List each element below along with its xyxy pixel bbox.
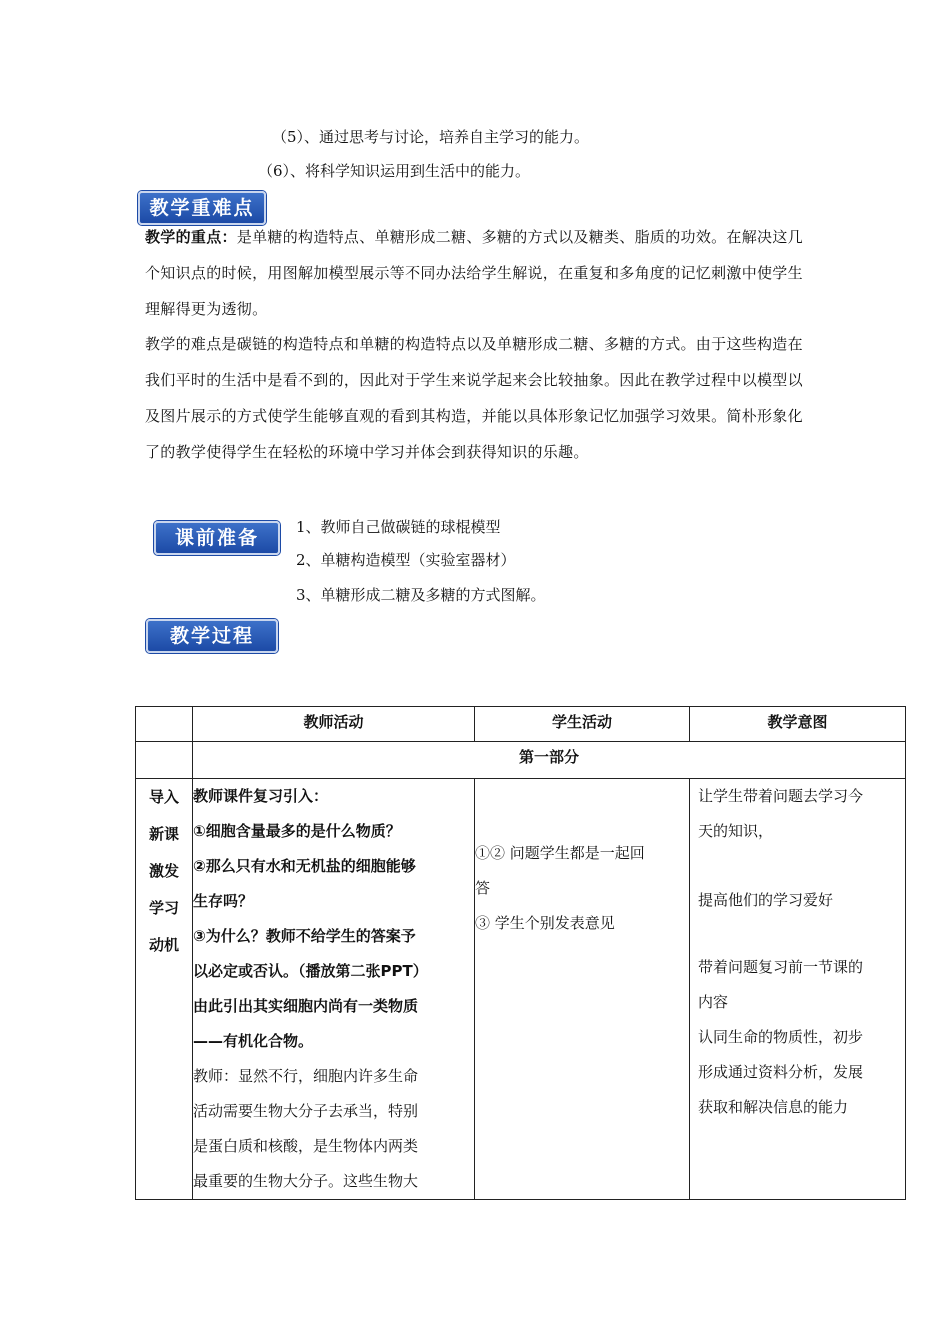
student-cell <box>475 779 690 1200</box>
intent-line: 形成通过资料分析，发展 <box>698 1063 864 1081</box>
preparation-badge: 课前准备 <box>154 521 280 555</box>
preparation-item-3: 3、单糖形成二糖及多糖的方式图解。 <box>296 586 546 604</box>
intent-line: 认同生命的物质性，初步 <box>698 1028 864 1046</box>
intent-spacer <box>698 849 905 883</box>
teacher-line: ①细胞含量最多的是什么物质？ <box>193 822 401 840</box>
preparation-item-1: 1、教师自己做碳链的球棍模型 <box>296 518 501 536</box>
objective-6: （6）、将科学知识运用到生活中的能力。 <box>258 162 531 180</box>
stage-line: 新课 <box>148 825 179 843</box>
student-line: 答 <box>475 879 491 897</box>
section-blank <box>136 742 193 779</box>
header-intent: 教学意图 <box>690 707 906 742</box>
key-focus-paragraph <box>145 219 810 327</box>
intent-cell <box>690 779 906 1200</box>
intent-line: 让学生带着问题去学习今 <box>698 787 864 805</box>
intent-spacer <box>698 918 905 950</box>
intent-line: 天的知识， <box>698 822 774 840</box>
teacher-line: 是蛋白质和核酸，是生物体内两类 <box>193 1137 419 1155</box>
teacher-cell <box>193 779 475 1200</box>
teacher-line: ——有机化合物。 <box>193 1032 314 1050</box>
header-row <box>136 707 906 742</box>
teacher-line: 生存吗？ <box>193 892 254 910</box>
header-blank <box>136 707 193 742</box>
section-row <box>136 742 906 779</box>
intent-line: 获取和解决信息的能力 <box>698 1098 849 1116</box>
student-line: ③ 学生个别发表意见 <box>475 914 615 932</box>
key-points-badge: 教学重难点 <box>138 191 266 225</box>
difficulty-paragraph: 教学的难点是碳链的构造特点和单糖的构造特点以及单糖形成二糖、多糖的方式。由于这些构造在我们平时的生活中是看不到的，因此对于学生来说学起来会比较抽象。因此在教学过程中以模型以及图片展示的方式使学生能够直观的看到其构造，并能以具体形象记忆加强学习效果。简朴形象化了的教学使得学生在轻松的环境中学习并体会到获得知识的乐趣。 <box>145 335 803 461</box>
stage-line: 导入 <box>148 788 179 806</box>
section-title: 第一部分 <box>193 742 906 779</box>
intent-line: 带着问题复习前一节课的 <box>698 958 864 976</box>
content-row <box>136 779 906 1200</box>
teacher-line: ②那么只有水和无机盐的细胞能够 <box>193 857 416 875</box>
student-line: ①② 问题学生都是一起回 <box>475 844 645 862</box>
intent-line: 内容 <box>698 993 729 1011</box>
teacher-line: 以必定或否认。（播放第二张PPT） <box>193 962 428 980</box>
stage-line: 动机 <box>148 936 179 954</box>
process-badge: 教学过程 <box>146 619 278 653</box>
stage-line: 学习 <box>148 899 179 917</box>
key-focus-label: 教学的重点： <box>145 228 237 246</box>
intent-line: 提高他们的学习爱好 <box>698 891 834 909</box>
header-teacher: 教师活动 <box>193 707 475 742</box>
teacher-line: 教师：显然不行，细胞内许多生命 <box>193 1067 419 1085</box>
teacher-line: 教师课件复习引入： <box>193 787 329 805</box>
stage-cell <box>136 779 193 1200</box>
teacher-line: 最重要的生物大分子。这些生物大 <box>193 1172 419 1190</box>
key-focus-text: 是单糖的构造特点、单糖形成二糖、多糖的方式以及糖类、脂质的功效。在解决这几个知识点的时候，用图解加模型展示等不同办法给学生解说，在重复和多角度的记忆刺激中使学生理解得更为透彻。 <box>145 228 803 318</box>
stage-line: 激发 <box>148 862 179 880</box>
lesson-plan-table <box>135 706 906 1200</box>
teacher-line: 由此引出其实细胞内尚有一类物质 <box>193 997 419 1015</box>
header-student: 学生活动 <box>475 707 690 742</box>
preparation-item-2: 2、单糖构造模型（实验室器材） <box>296 551 516 569</box>
teacher-line: 活动需要生物大分子去承当，特别 <box>193 1102 419 1120</box>
objective-5: （5）、通过思考与讨论，培养自主学习的能力。 <box>272 128 590 146</box>
teacher-line: ③为什么？教师不给学生的答案予 <box>193 927 416 945</box>
